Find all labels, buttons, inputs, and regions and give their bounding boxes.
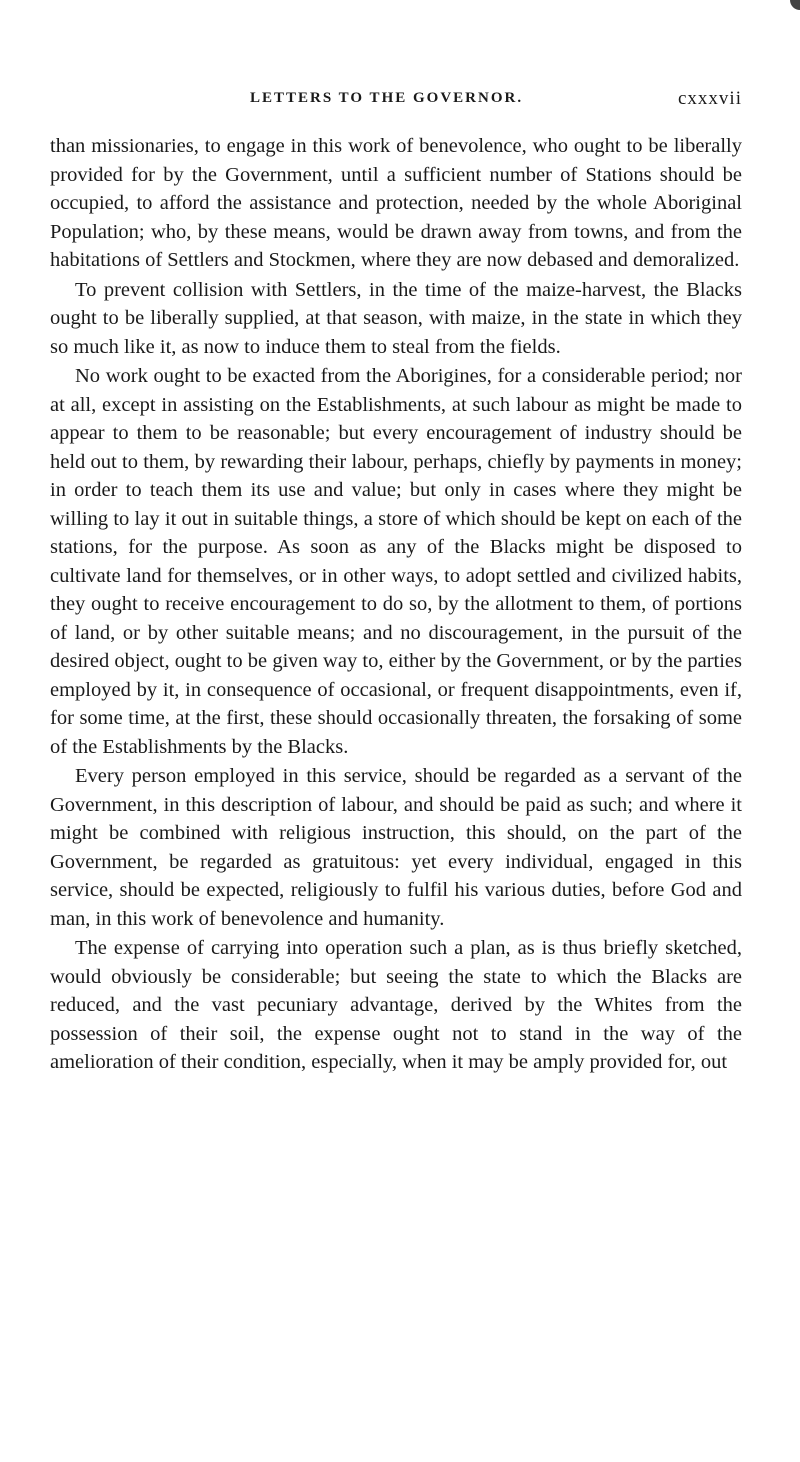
- paragraph-2: To prevent collision with Settlers, in the time of the maize-harvest, the Blacks ought to be liberally supplied, at that season, with maize, in the state in which they so much like it, as now to induce them to steal from the fields.: [50, 278, 742, 358]
- paragraph-4: Every person employed in this service, should be regarded as a servant of the Government, in this description of labour, and should be paid as such; and where it might be combined with religious instruction, this should, on the part of the Government, be regarded as gratuitous: yet every individual, engaged in this service, should be expected, religiously to fulfil his various duties, before God and man, in this work of benevolence and humanity.: [50, 765, 742, 930]
- running-header: [50, 88, 742, 118]
- book-page: [50, 88, 742, 1077]
- body-text: [50, 132, 742, 1077]
- page-corner-mark: [790, 0, 800, 10]
- running-title: LETTERS TO THE GOVERNOR.: [250, 90, 524, 106]
- paragraph-5: The expense of carrying into operation such a plan, as is thus briefly sketched, would obviously be considerable; but seeing the state to which the Blacks are reduced, and the vast pecuniary advantage, derived by the Whites from the possession of their soil, the expense ought not to stand in the way of the amelioration of their condition, especially, when it may be amply provided for, out: [50, 937, 742, 1073]
- paragraph-3: No work ought to be exacted from the Aborigines, for a considerable period; nor at all, except in assisting on the Establishments, at such labour as might be made to appear to them to be reasonable; but every encouragement of industry should be held out to them, by rewarding their labour, perhaps, chiefly by payments in money; in order to teach them its use and value; but only in cases where they might be willing to lay it out in suitable things, a store of which should be kept on each of the stations, for the purpose. As soon as any of the Blacks might be disposed to cultivate land for themselves, or in other ways, to adopt settled and civilized habits, they ought to receive encouragement to do so, by the allotment to them, of portions of land, or by other suitable means; and no discouragement, in the pursuit of the desired object, ought to be given way to, either by the Government, or by the parties employed by it, in consequence of occasional, or frequent disappointments, even if, for some time, at the first, these should occasionally threaten, the forsaking of some of the Establishments by the Blacks.: [50, 365, 742, 758]
- paragraph-1: than missionaries, to engage in this work of benevolence, who ought to be liberally provided for by the Government, until a sufficient number of Stations should be occupied, to afford the assistance and protection, needed by the whole Aboriginal Population; who, by these means, would be drawn away from towns, and from the habitations of Settlers and Stockmen, where they are now debased and demoralized.: [50, 135, 742, 271]
- page-number: cxxxvii: [678, 88, 742, 109]
